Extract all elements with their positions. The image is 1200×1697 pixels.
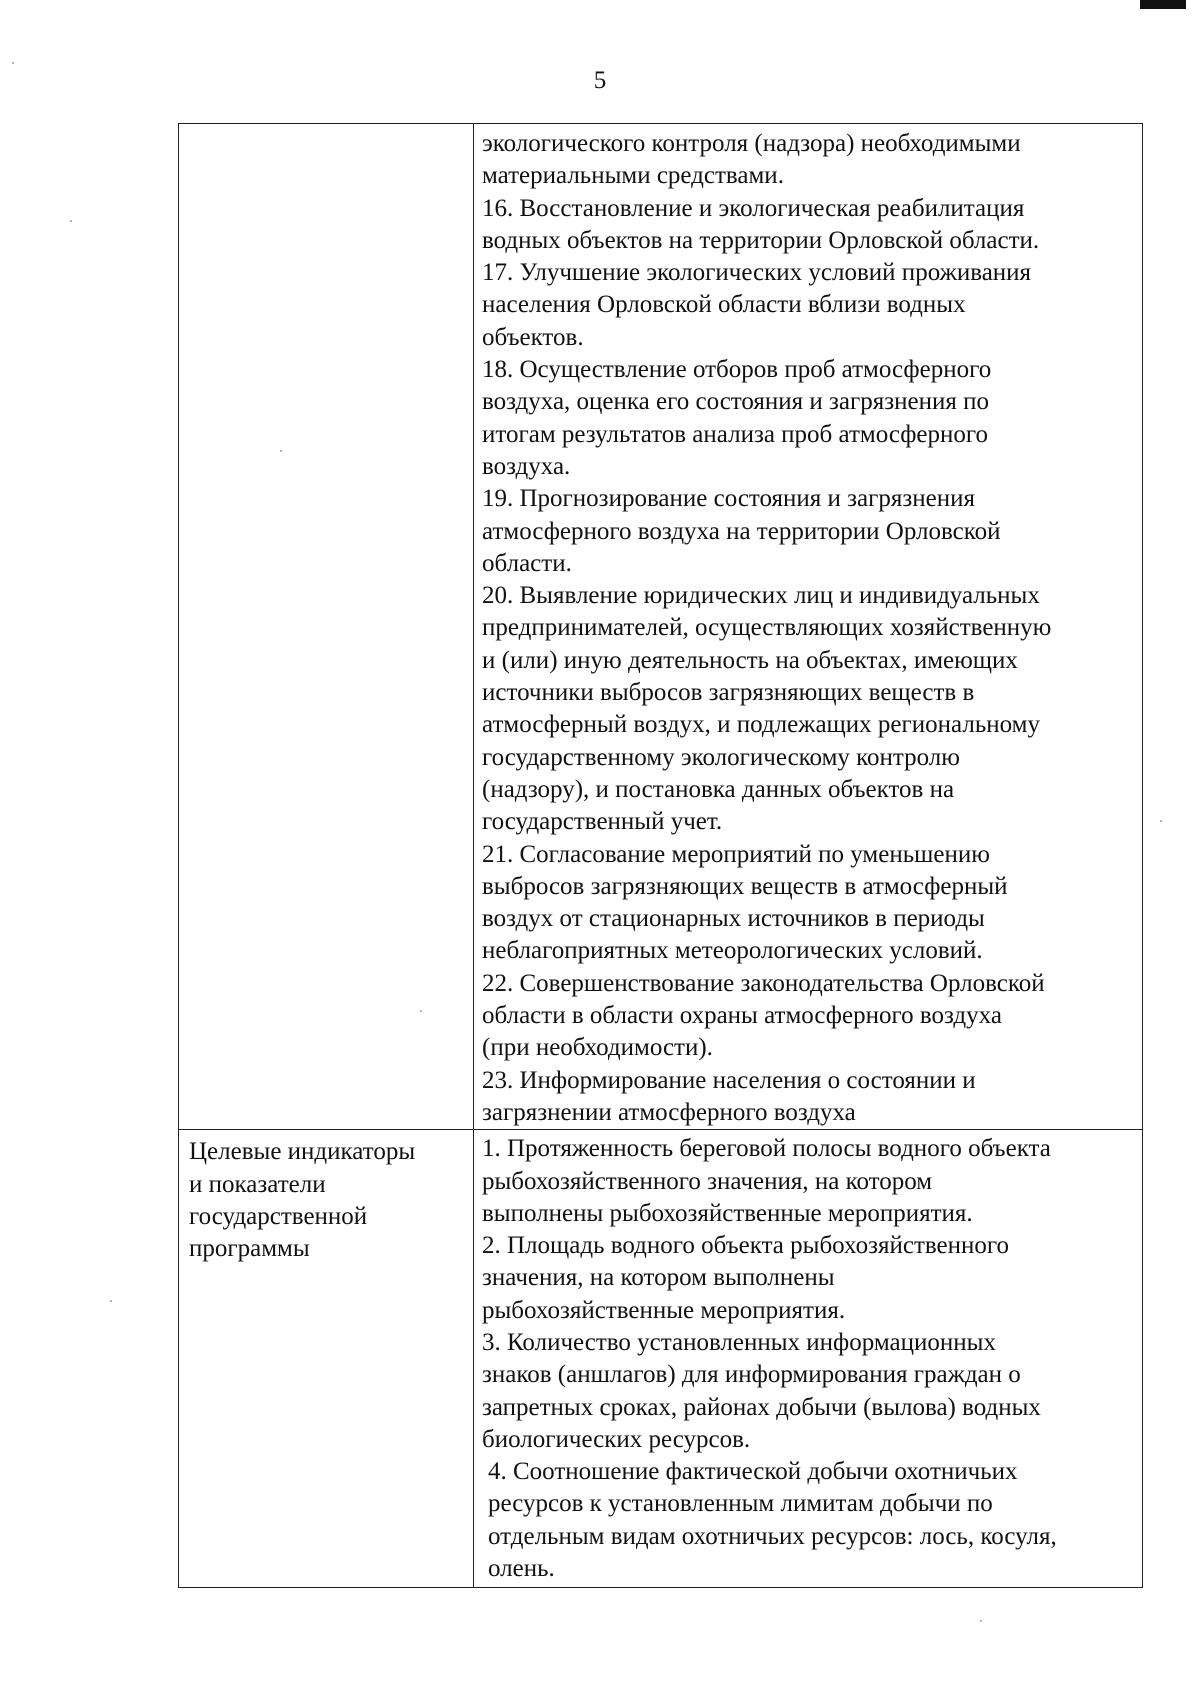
- text-line: 4. Соотношение фактической добычи охотничьих: [488, 1458, 1018, 1486]
- text-line: выполнены рыбохозяйственные мероприятия.: [482, 1199, 973, 1227]
- text-line: воздуха, оценка его состояния и загрязнения по: [482, 388, 990, 416]
- text-line: источники выбросов загрязняющих веществ в: [482, 679, 975, 707]
- text-line: программы: [189, 1235, 310, 1263]
- row2-right-text: [474, 1130, 1142, 1587]
- scan-speck: [70, 220, 72, 222]
- text-line: значения, на котором выполнены: [482, 1264, 835, 1292]
- scan-speck: [12, 62, 14, 64]
- text-line: 19. Прогнозирование состояния и загрязнения: [482, 485, 976, 513]
- text-line: биологических ресурсов.: [482, 1425, 751, 1453]
- text-line: предпринимателей, осуществляющих хозяйственную: [482, 614, 1052, 642]
- text-line: 1. Протяженность береговой полосы водного объекта: [482, 1135, 1051, 1163]
- text-line: водных объектов на территории Орловской области.: [482, 226, 1040, 254]
- text-line: (при необходимости).: [482, 1034, 713, 1062]
- text-line: ресурсов к установленным лимитам добычи по: [488, 1490, 993, 1518]
- text-line: области.: [482, 549, 572, 577]
- text-line: загрязнении атмосферного воздуха: [482, 1098, 856, 1126]
- text-line: запретных сроках, районах добычи (вылова) водных: [482, 1393, 1041, 1421]
- scan-speck: [1160, 820, 1162, 822]
- text-line: и (или) иную деятельность на объектах, имеющих: [482, 646, 1018, 674]
- text-line: итогам результатов анализа проб атмосферного: [482, 420, 989, 448]
- text-line: рыбохозяйственные мероприятия.: [482, 1296, 846, 1324]
- text-line: 3. Количество установленных информационных: [482, 1328, 996, 1356]
- text-line: неблагоприятных метеорологических условий.: [482, 937, 983, 965]
- text-line: 18. Осуществление отборов проб атмосферного: [482, 356, 992, 384]
- row1-right-cell: [474, 124, 1143, 1130]
- text-line: рыбохозяйственного значения, на котором: [482, 1167, 933, 1195]
- text-line: (надзору), и постановка данных объектов на: [482, 775, 955, 803]
- text-line: олень.: [488, 1555, 555, 1583]
- text-line: атмосферного воздуха на территории Орловской: [482, 517, 1001, 545]
- text-line: 2. Площадь водного объекта рыбохозяйственного: [482, 1232, 1010, 1260]
- text-line: 21. Согласование мероприятий по уменьшению: [482, 840, 990, 868]
- row2-left-text: [179, 1130, 473, 1269]
- text-line: 20. Выявление юридических лиц и индивидуальных: [482, 582, 1040, 610]
- scan-speck: [980, 1620, 982, 1622]
- page-number: 5: [593, 67, 607, 94]
- table-row: [179, 124, 1143, 1130]
- row1-left-text: [179, 124, 473, 134]
- text-line: 22. Совершенствование законодательства Орловской: [482, 969, 1045, 997]
- row2-left-cell: [179, 1130, 474, 1588]
- text-line: и показатели: [189, 1170, 326, 1198]
- text-line: 17. Улучшение экологических условий проживания: [482, 259, 1032, 287]
- text-line: отдельным видам охотничьих ресурсов: лось, косуля,: [488, 1522, 1057, 1550]
- text-line: 23. Информирование населения о состоянии и: [482, 1066, 976, 1094]
- scan-speck: [420, 1010, 422, 1012]
- text-line: материальными средствами.: [482, 162, 784, 190]
- scan-speck: [280, 450, 282, 452]
- text-line: воздуха.: [482, 452, 571, 480]
- table-row: [179, 1130, 1143, 1588]
- text-line: государственный учет.: [482, 808, 723, 836]
- text-line: выбросов загрязняющих веществ в атмосферный: [482, 872, 1008, 900]
- text-line: экологического контроля (надзора) необходимыми: [482, 130, 1021, 157]
- text-line: воздух от стационарных источников в периоды: [482, 905, 985, 933]
- scan-corner-mark: [1140, 0, 1186, 9]
- text-line: Целевые индикаторы: [189, 1138, 416, 1166]
- scan-speck: [110, 1300, 112, 1302]
- row2-right-cell: [474, 1130, 1143, 1588]
- text-line: области в области охраны атмосферного воздуха: [482, 1002, 1002, 1030]
- text-line: атмосферный воздух, и подлежащих региональному: [482, 711, 1040, 739]
- text-line: государственному экологическому контролю: [482, 743, 960, 771]
- row1-left-cell: [179, 124, 474, 1130]
- text-line: знаков (аншлагов) для информирования граждан о: [482, 1361, 1021, 1389]
- program-passport-table: [178, 123, 1143, 1588]
- row1-right-text: [474, 124, 1142, 1129]
- text-line: объектов.: [482, 323, 584, 351]
- text-line: государственной: [189, 1202, 368, 1230]
- text-line: населения Орловской области вблизи водных: [482, 291, 966, 319]
- text-line: 16. Восстановление и экологическая реабилитация: [482, 194, 1025, 222]
